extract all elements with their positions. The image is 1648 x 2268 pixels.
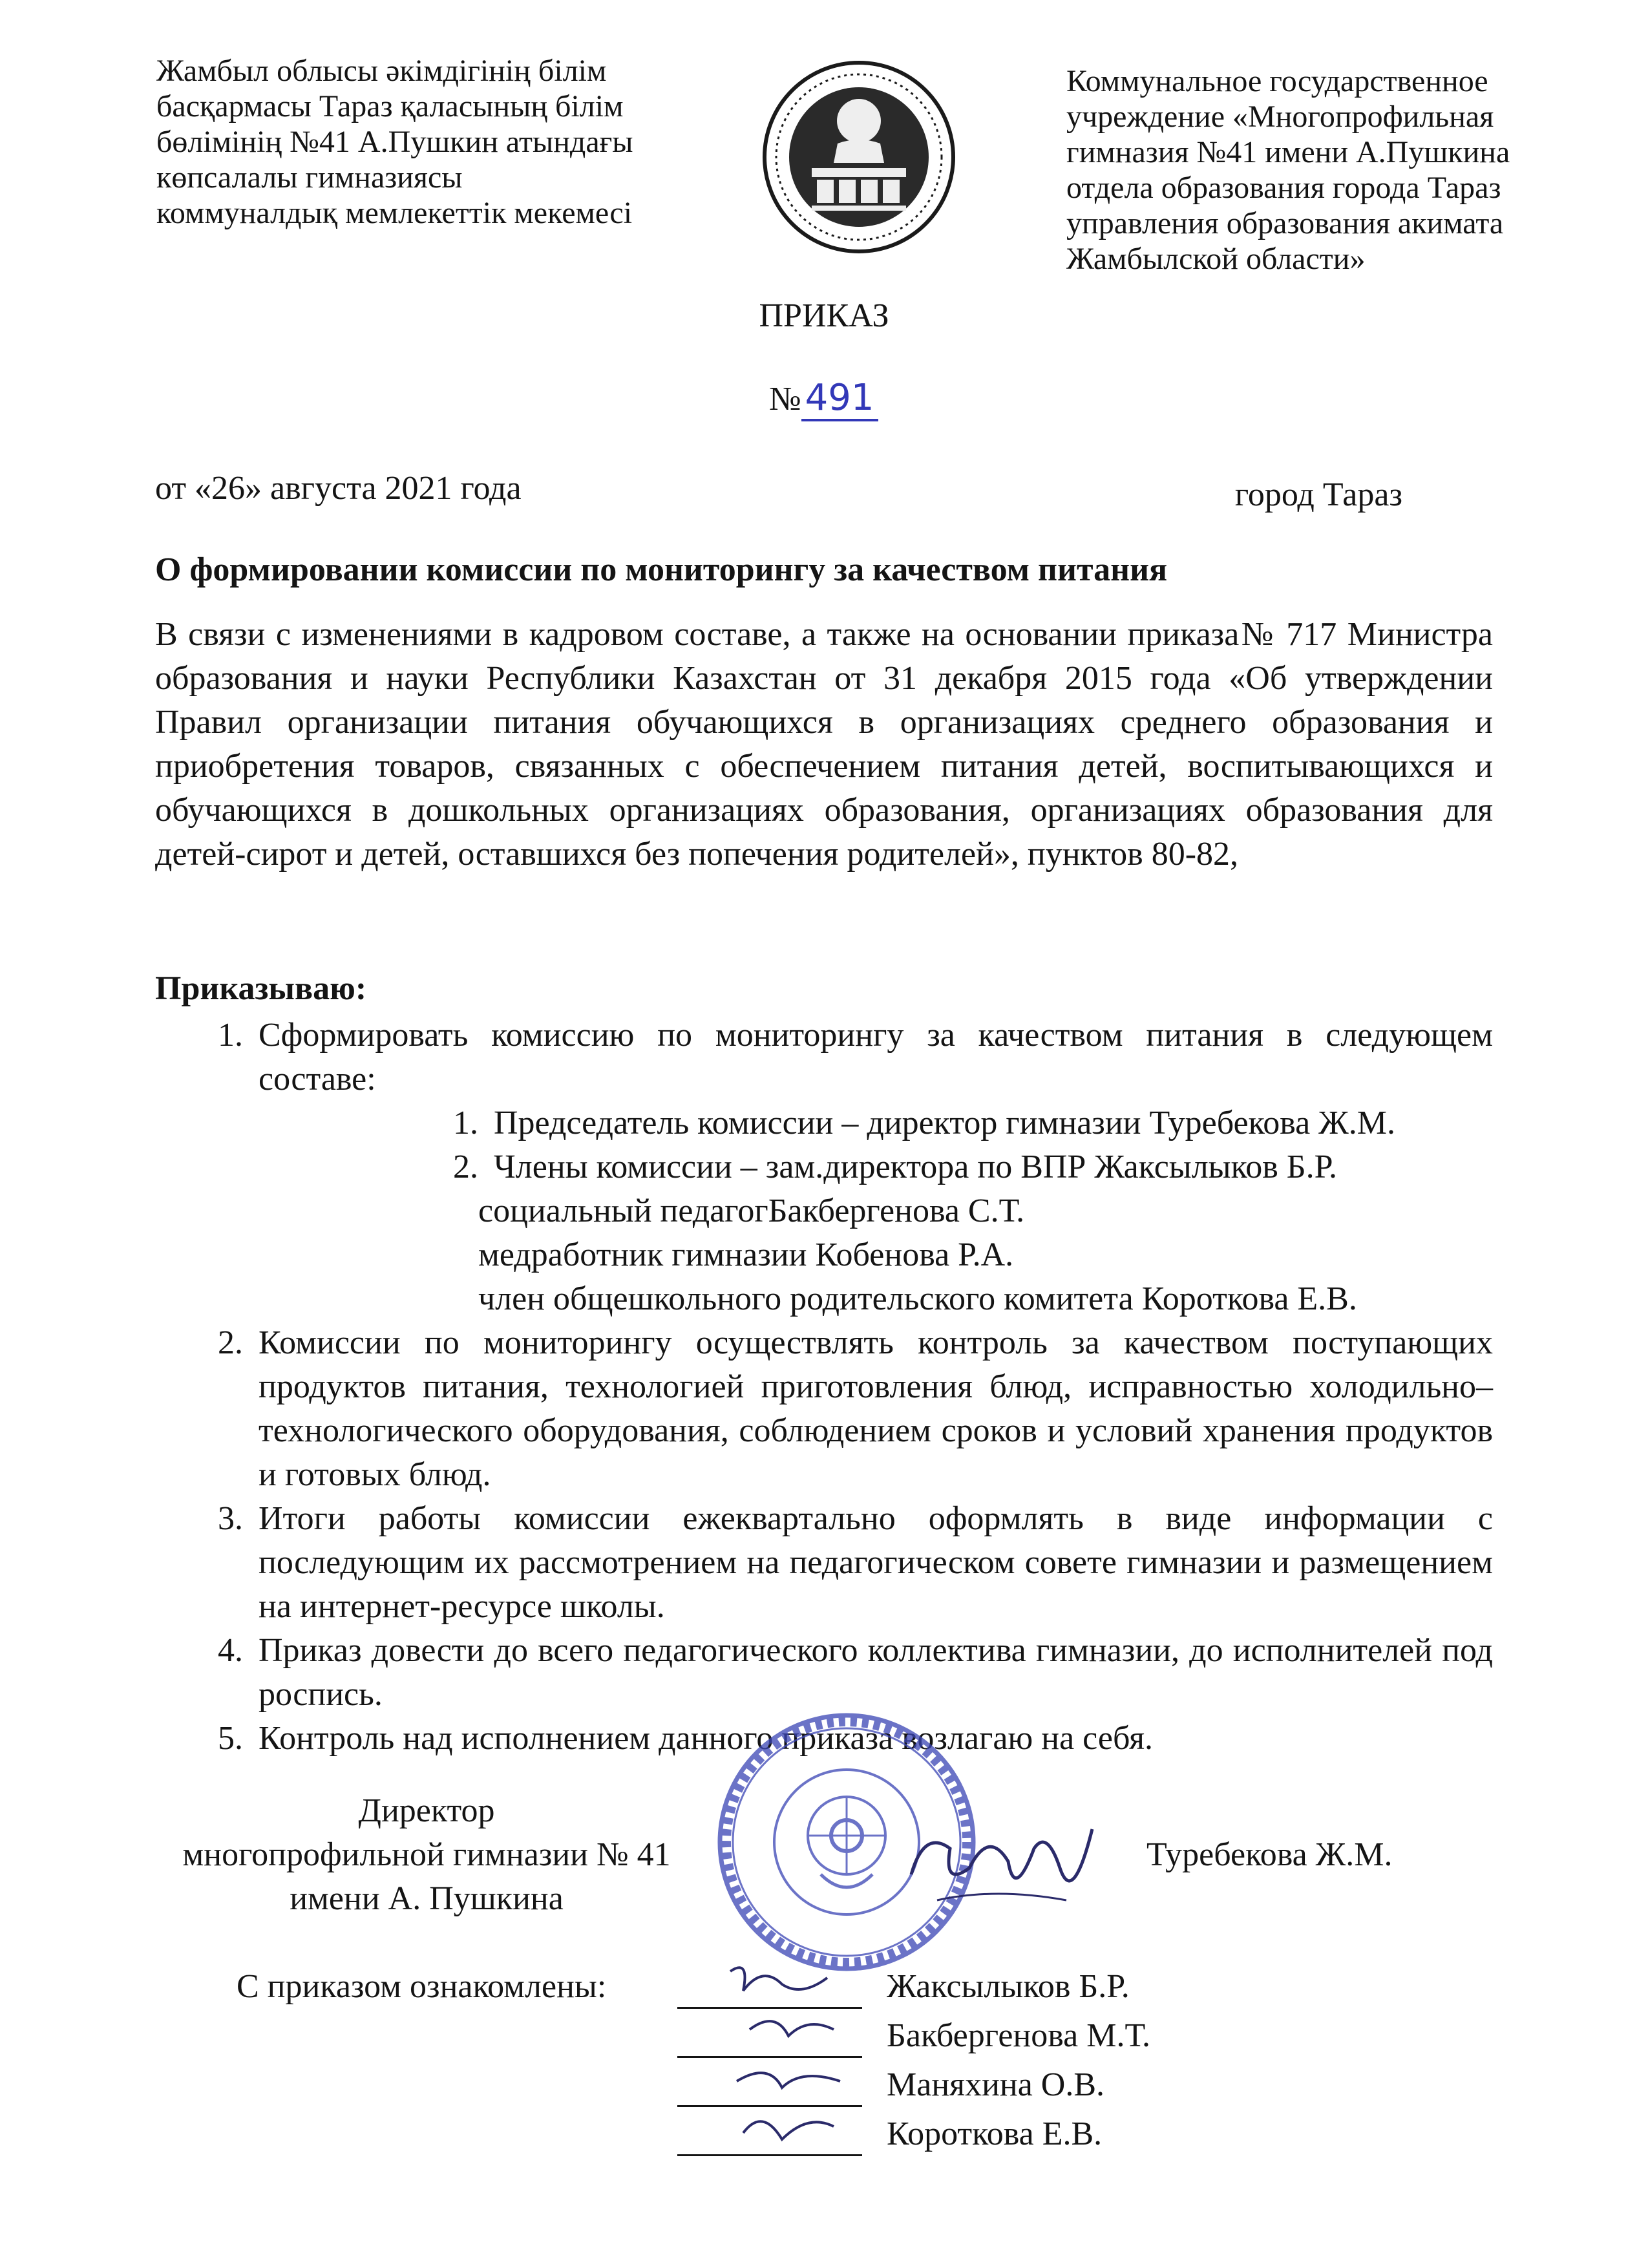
item-number: 1. [218,1017,243,1054]
order-word: Приказываю: [155,970,367,1007]
header-ru-line: управления образования акимата [1066,206,1504,240]
document-title: ПРИКАЗ [759,297,889,334]
list-item [155,1629,1493,1717]
item-text: Приказ довести до всего педагогического коллектива гимназии, до исполнителей под роспись. [259,1632,1493,1713]
order-number [769,375,878,422]
order-date: от «26» августа 2021 года [155,470,522,507]
header-ru-line: отдела образования города Тараз [1066,171,1501,205]
order-subject: О формировании комиссии по мониторингу за качеством питания [155,551,1168,588]
acknowledgment-name: Бакбергенова М.Т. [887,2017,1151,2054]
item-text: Комиссии по мониторингу осуществлять контроль за качеством поступающих продуктов питания, технологией приготовления блюд, исправностью холодильно–технологического оборудования, соблюдением сроков и условий хранения продуктов и готовых блюд. [259,1324,1493,1493]
member-line: медработник гимназии Кобенова Р.А. [478,1236,1014,1273]
sub-list-item [155,1101,1493,1145]
item-number: 2. [218,1324,243,1361]
acknowledgment-signatures-icon [711,1952,866,2159]
header-kazakh [156,53,725,231]
list-item [155,1013,1493,1101]
director-signature-icon [898,1803,1105,1933]
item-number: 4. [218,1632,243,1669]
header-russian [1066,63,1596,277]
number-sign: № [769,381,801,418]
member-line: член общешкольного родительского комитета Короткова Е.В. [478,1280,1357,1317]
subitem-text: Члены комиссии – зам.директора по ВПР Жаксылыков Б.Р. [494,1149,1338,1185]
header-kz-line: бөлімінің №41 А.Пушкин атындағы [156,125,633,159]
acknowledgment-name: Короткова Е.В. [887,2115,1103,2152]
header-kz-line: басқармасы Тараз қаласының білім [156,89,624,123]
sub-list-item [155,1145,1493,1189]
item-text: Контроль над исполнением данного приказа возлагаю на себя. [259,1720,1154,1757]
item-text: Сформировать комиссию по мониторингу за качеством питания в следующем составе: [259,1017,1493,1097]
member-line: социальный педагогБакбергенова С.Т. [478,1192,1025,1229]
director-name: Туребекова Ж.М. [1146,1836,1393,1873]
preamble-paragraph: В связи с изменениями в кадровом составе, а также на основании приказа№ 717 Министра образования и науки Республики Казахстан от 31 декабря 2015 года «Об утверждении Правил организации питания обучающихся в организациях среднего образования и приобретения товаров, связанных с обеспечением питания детей, воспитывающихся и обучающихся в дошкольных организациях образования, организациях образования для детей-сирот и детей, оставшихся без попечения родителей», пунктов 80-82, [155,616,1493,873]
header-ru-line: гимназия №41 имени А.Пушкина [1066,135,1510,169]
header-kz-line: коммуналдық мемлекеттік мекемесі [156,196,633,230]
item-number: 5. [218,1720,243,1757]
header-kz-line: Жамбыл облысы әкімдігінің білім [156,54,607,88]
subitem-number: 1. [453,1105,478,1141]
header-ru-line: Коммунальное государственное [1066,64,1488,98]
order-number-value: 491 [801,377,878,421]
acknowledgment-name: Маняхина О.В. [887,2066,1105,2103]
list-item [155,1497,1493,1629]
acknowledgment-label: С приказом ознакомлены: [237,1968,607,2005]
header-kz-line: көпсалалы гимназиясы [156,160,463,195]
order-items-list [155,1013,1493,1761]
header-ru-line: Жамбылской области» [1066,242,1366,276]
signature-block [142,1789,711,1921]
list-item [155,1321,1493,1497]
signature-position-line: многопрофильной гимназии № 41 [182,1836,671,1873]
item-text: Итоги работы комиссии ежеквартально оформлять в виде информации с последующим их рассмотрением на педагогическом совете гимназии и размещением на интернет-ресурсе школы. [259,1500,1493,1625]
order-city: город Тараз [1234,476,1402,513]
acknowledgment-name: Жаксылыков Б.Р. [887,1968,1130,2005]
subitem-number: 2. [453,1149,478,1185]
signature-position-line: имени А. Пушкина [290,1880,564,1917]
header-ru-line: учреждение «Многопрофильная [1066,100,1494,134]
school-seal-pushkin-icon [761,59,956,255]
item-number: 3. [218,1500,243,1537]
signature-position-line: Директор [358,1792,495,1829]
subitem-text: Председатель комиссии – директор гимназии Туребекова Ж.М. [494,1105,1396,1141]
